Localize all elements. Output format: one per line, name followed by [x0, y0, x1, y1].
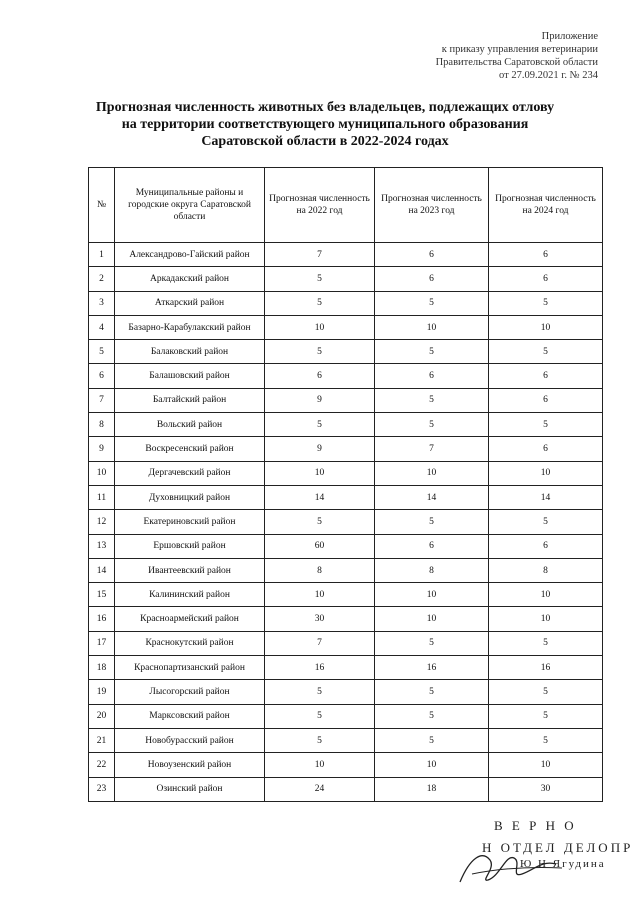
forecast-2024-cell: 14 [489, 485, 603, 509]
district-name-cell: Александрово-Гайский район [115, 243, 265, 267]
forecast-2022-cell: 10 [265, 583, 375, 607]
document-title [70, 99, 580, 150]
forecast-2024-cell: 6 [489, 437, 603, 461]
forecast-2022-cell: 10 [265, 753, 375, 777]
row-number-cell: 23 [89, 777, 115, 801]
district-name-cell: Дергачевский район [115, 461, 265, 485]
forecast-2024-cell: 5 [489, 340, 603, 364]
forecast-2023-cell: 10 [375, 753, 489, 777]
forecast-2022-cell: 14 [265, 485, 375, 509]
row-number-cell: 11 [89, 485, 115, 509]
forecast-2024-cell: 6 [489, 267, 603, 291]
district-name-cell: Марксовский район [115, 704, 265, 728]
row-number-cell: 1 [89, 243, 115, 267]
forecast-2022-cell: 9 [265, 388, 375, 412]
district-name-cell: Ершовский район [115, 534, 265, 558]
forecast-2023-cell: 5 [375, 631, 489, 655]
forecast-2024-cell: 5 [489, 631, 603, 655]
appendix-line: от 27.09.2021 г. № 234 [499, 70, 598, 81]
forecast-2024-cell: 6 [489, 388, 603, 412]
district-name-cell: Лысогорский район [115, 680, 265, 704]
district-name-cell: Екатериновский район [115, 510, 265, 534]
forecast-2022-cell: 7 [265, 631, 375, 655]
forecast-2023-cell: 16 [375, 656, 489, 680]
forecast-2023-cell: 10 [375, 315, 489, 339]
forecast-2022-cell: 5 [265, 728, 375, 752]
appendix-line: Правительства Саратовской области [435, 57, 598, 68]
forecast-2024-cell: 8 [489, 558, 603, 582]
row-number-cell: 5 [89, 340, 115, 364]
district-name-cell: Ивантеевский район [115, 558, 265, 582]
district-name-cell: Духовницкий район [115, 485, 265, 509]
forecast-2022-cell: 6 [265, 364, 375, 388]
row-number-cell: 19 [89, 680, 115, 704]
table-row [89, 485, 603, 509]
district-name-cell: Базарно-Карабулакский район [115, 315, 265, 339]
forecast-2023-cell: 7 [375, 437, 489, 461]
row-number-cell: 2 [89, 267, 115, 291]
forecast-2023-cell: 6 [375, 364, 489, 388]
table-row [89, 534, 603, 558]
table-row [89, 656, 603, 680]
table-row [89, 680, 603, 704]
forecast-2024-cell: 10 [489, 583, 603, 607]
row-number-cell: 12 [89, 510, 115, 534]
table-row [89, 631, 603, 655]
stamp-line: Н ОТДЕЛ ДЕЛОПР [482, 840, 634, 855]
table-row [89, 413, 603, 437]
appendix-line: к приказу управления ветеринарии [441, 44, 598, 55]
row-number-cell: 6 [89, 364, 115, 388]
forecast-2024-cell: 6 [489, 534, 603, 558]
table-row [89, 291, 603, 315]
forecast-2022-cell: 7 [265, 243, 375, 267]
forecast-2022-cell: 60 [265, 534, 375, 558]
forecast-2023-cell: 10 [375, 583, 489, 607]
district-name-cell: Балаковский район [115, 340, 265, 364]
forecast-2024-cell: 5 [489, 413, 603, 437]
forecast-2023-cell: 6 [375, 534, 489, 558]
forecast-2023-cell: 6 [375, 267, 489, 291]
title-line: Прогнозная численность животных без владельцев, подлежащих отлову [95, 100, 555, 115]
row-number-cell: 9 [89, 437, 115, 461]
forecast-2022-cell: 5 [265, 704, 375, 728]
forecast-2022-cell: 10 [265, 315, 375, 339]
forecast-2024-cell: 10 [489, 607, 603, 631]
district-name-cell: Калининский район [115, 583, 265, 607]
district-name-cell: Воскресенский район [115, 437, 265, 461]
forecast-2022-cell: 8 [265, 558, 375, 582]
table-row [89, 704, 603, 728]
district-name-cell: Аткарский район [115, 291, 265, 315]
district-name-cell: Краснопартизанский район [115, 656, 265, 680]
forecast-2023-cell: 5 [375, 291, 489, 315]
appendix-block [436, 30, 598, 82]
forecast-2024-cell: 5 [489, 704, 603, 728]
forecast-2024-cell: 10 [489, 315, 603, 339]
forecast-2023-cell: 8 [375, 558, 489, 582]
header-num: № [89, 168, 115, 243]
forecast-2024-cell: 5 [489, 510, 603, 534]
forecast-2023-cell: 5 [375, 728, 489, 752]
table-row [89, 388, 603, 412]
forecast-2024-cell: 16 [489, 656, 603, 680]
table-row [89, 364, 603, 388]
forecast-2022-cell: 30 [265, 607, 375, 631]
forecast-2024-cell: 5 [489, 291, 603, 315]
row-number-cell: 16 [89, 607, 115, 631]
header-2024: Прогнозная численность на 2024 год [489, 168, 603, 243]
table-row [89, 728, 603, 752]
district-name-cell: Балтайский район [115, 388, 265, 412]
district-name-cell: Красноармейский район [115, 607, 265, 631]
row-number-cell: 8 [89, 413, 115, 437]
row-number-cell: 3 [89, 291, 115, 315]
forecast-2023-cell: 5 [375, 704, 489, 728]
forecast-2023-cell: 18 [375, 777, 489, 801]
header-district: Муниципальные районы и городские округа Саратовской области [115, 168, 265, 243]
header-2023: Прогнозная численность на 2023 год [375, 168, 489, 243]
forecast-2022-cell: 5 [265, 291, 375, 315]
appendix-line: Приложение [541, 31, 598, 42]
table-row [89, 461, 603, 485]
district-name-cell: Новоузенский район [115, 753, 265, 777]
forecast-2022-cell: 10 [265, 461, 375, 485]
table-row [89, 777, 603, 801]
forecast-2023-cell: 14 [375, 485, 489, 509]
row-number-cell: 17 [89, 631, 115, 655]
table-row [89, 510, 603, 534]
forecast-2022-cell: 24 [265, 777, 375, 801]
forecast-2023-cell: 5 [375, 388, 489, 412]
table-row [89, 340, 603, 364]
forecast-2024-cell: 5 [489, 728, 603, 752]
district-name-cell: Аркадакский район [115, 267, 265, 291]
table-row [89, 315, 603, 339]
table-row [89, 243, 603, 267]
table-row [89, 437, 603, 461]
table-row [89, 753, 603, 777]
forecast-2023-cell: 5 [375, 340, 489, 364]
header-2022: Прогнозная численность на 2022 год [265, 168, 375, 243]
forecast-2022-cell: 5 [265, 413, 375, 437]
district-name-cell: Вольский район [115, 413, 265, 437]
row-number-cell: 18 [89, 656, 115, 680]
district-name-cell: Балашовский район [115, 364, 265, 388]
row-number-cell: 4 [89, 315, 115, 339]
forecast-2024-cell: 10 [489, 753, 603, 777]
forecast-2022-cell: 5 [265, 680, 375, 704]
row-number-cell: 14 [89, 558, 115, 582]
forecast-2024-cell: 5 [489, 680, 603, 704]
forecast-2024-cell: 10 [489, 461, 603, 485]
row-number-cell: 20 [89, 704, 115, 728]
row-number-cell: 15 [89, 583, 115, 607]
table-row [89, 583, 603, 607]
stamp-line: В Е Р Н О [494, 818, 577, 833]
row-number-cell: 13 [89, 534, 115, 558]
district-name-cell: Новобурасский район [115, 728, 265, 752]
row-number-cell: 10 [89, 461, 115, 485]
row-number-cell: 22 [89, 753, 115, 777]
forecast-2022-cell: 5 [265, 340, 375, 364]
forecast-2023-cell: 10 [375, 461, 489, 485]
forecast-2024-cell: 30 [489, 777, 603, 801]
row-number-cell: 21 [89, 728, 115, 752]
row-number-cell: 7 [89, 388, 115, 412]
forecast-2023-cell: 5 [375, 413, 489, 437]
table-body [89, 243, 603, 802]
stamp-line: Ю Н Ягудина [520, 858, 606, 870]
title-line: Саратовской области в 2022-2024 годах [201, 134, 449, 149]
forecast-2022-cell: 5 [265, 267, 375, 291]
forecast-2024-cell: 6 [489, 243, 603, 267]
forecast-2024-cell: 6 [489, 364, 603, 388]
forecast-2023-cell: 6 [375, 243, 489, 267]
forecast-2022-cell: 5 [265, 510, 375, 534]
district-name-cell: Озинский район [115, 777, 265, 801]
forecast-2022-cell: 16 [265, 656, 375, 680]
forecast-2022-cell: 9 [265, 437, 375, 461]
district-name-cell: Краснокутский район [115, 631, 265, 655]
title-line: на территории соответствующего муниципального образования [121, 117, 529, 132]
forecast-table [88, 167, 603, 802]
forecast-2023-cell: 5 [375, 680, 489, 704]
table-row [89, 607, 603, 631]
forecast-2023-cell: 5 [375, 510, 489, 534]
forecast-2023-cell: 10 [375, 607, 489, 631]
table-row [89, 267, 603, 291]
table-row [89, 558, 603, 582]
